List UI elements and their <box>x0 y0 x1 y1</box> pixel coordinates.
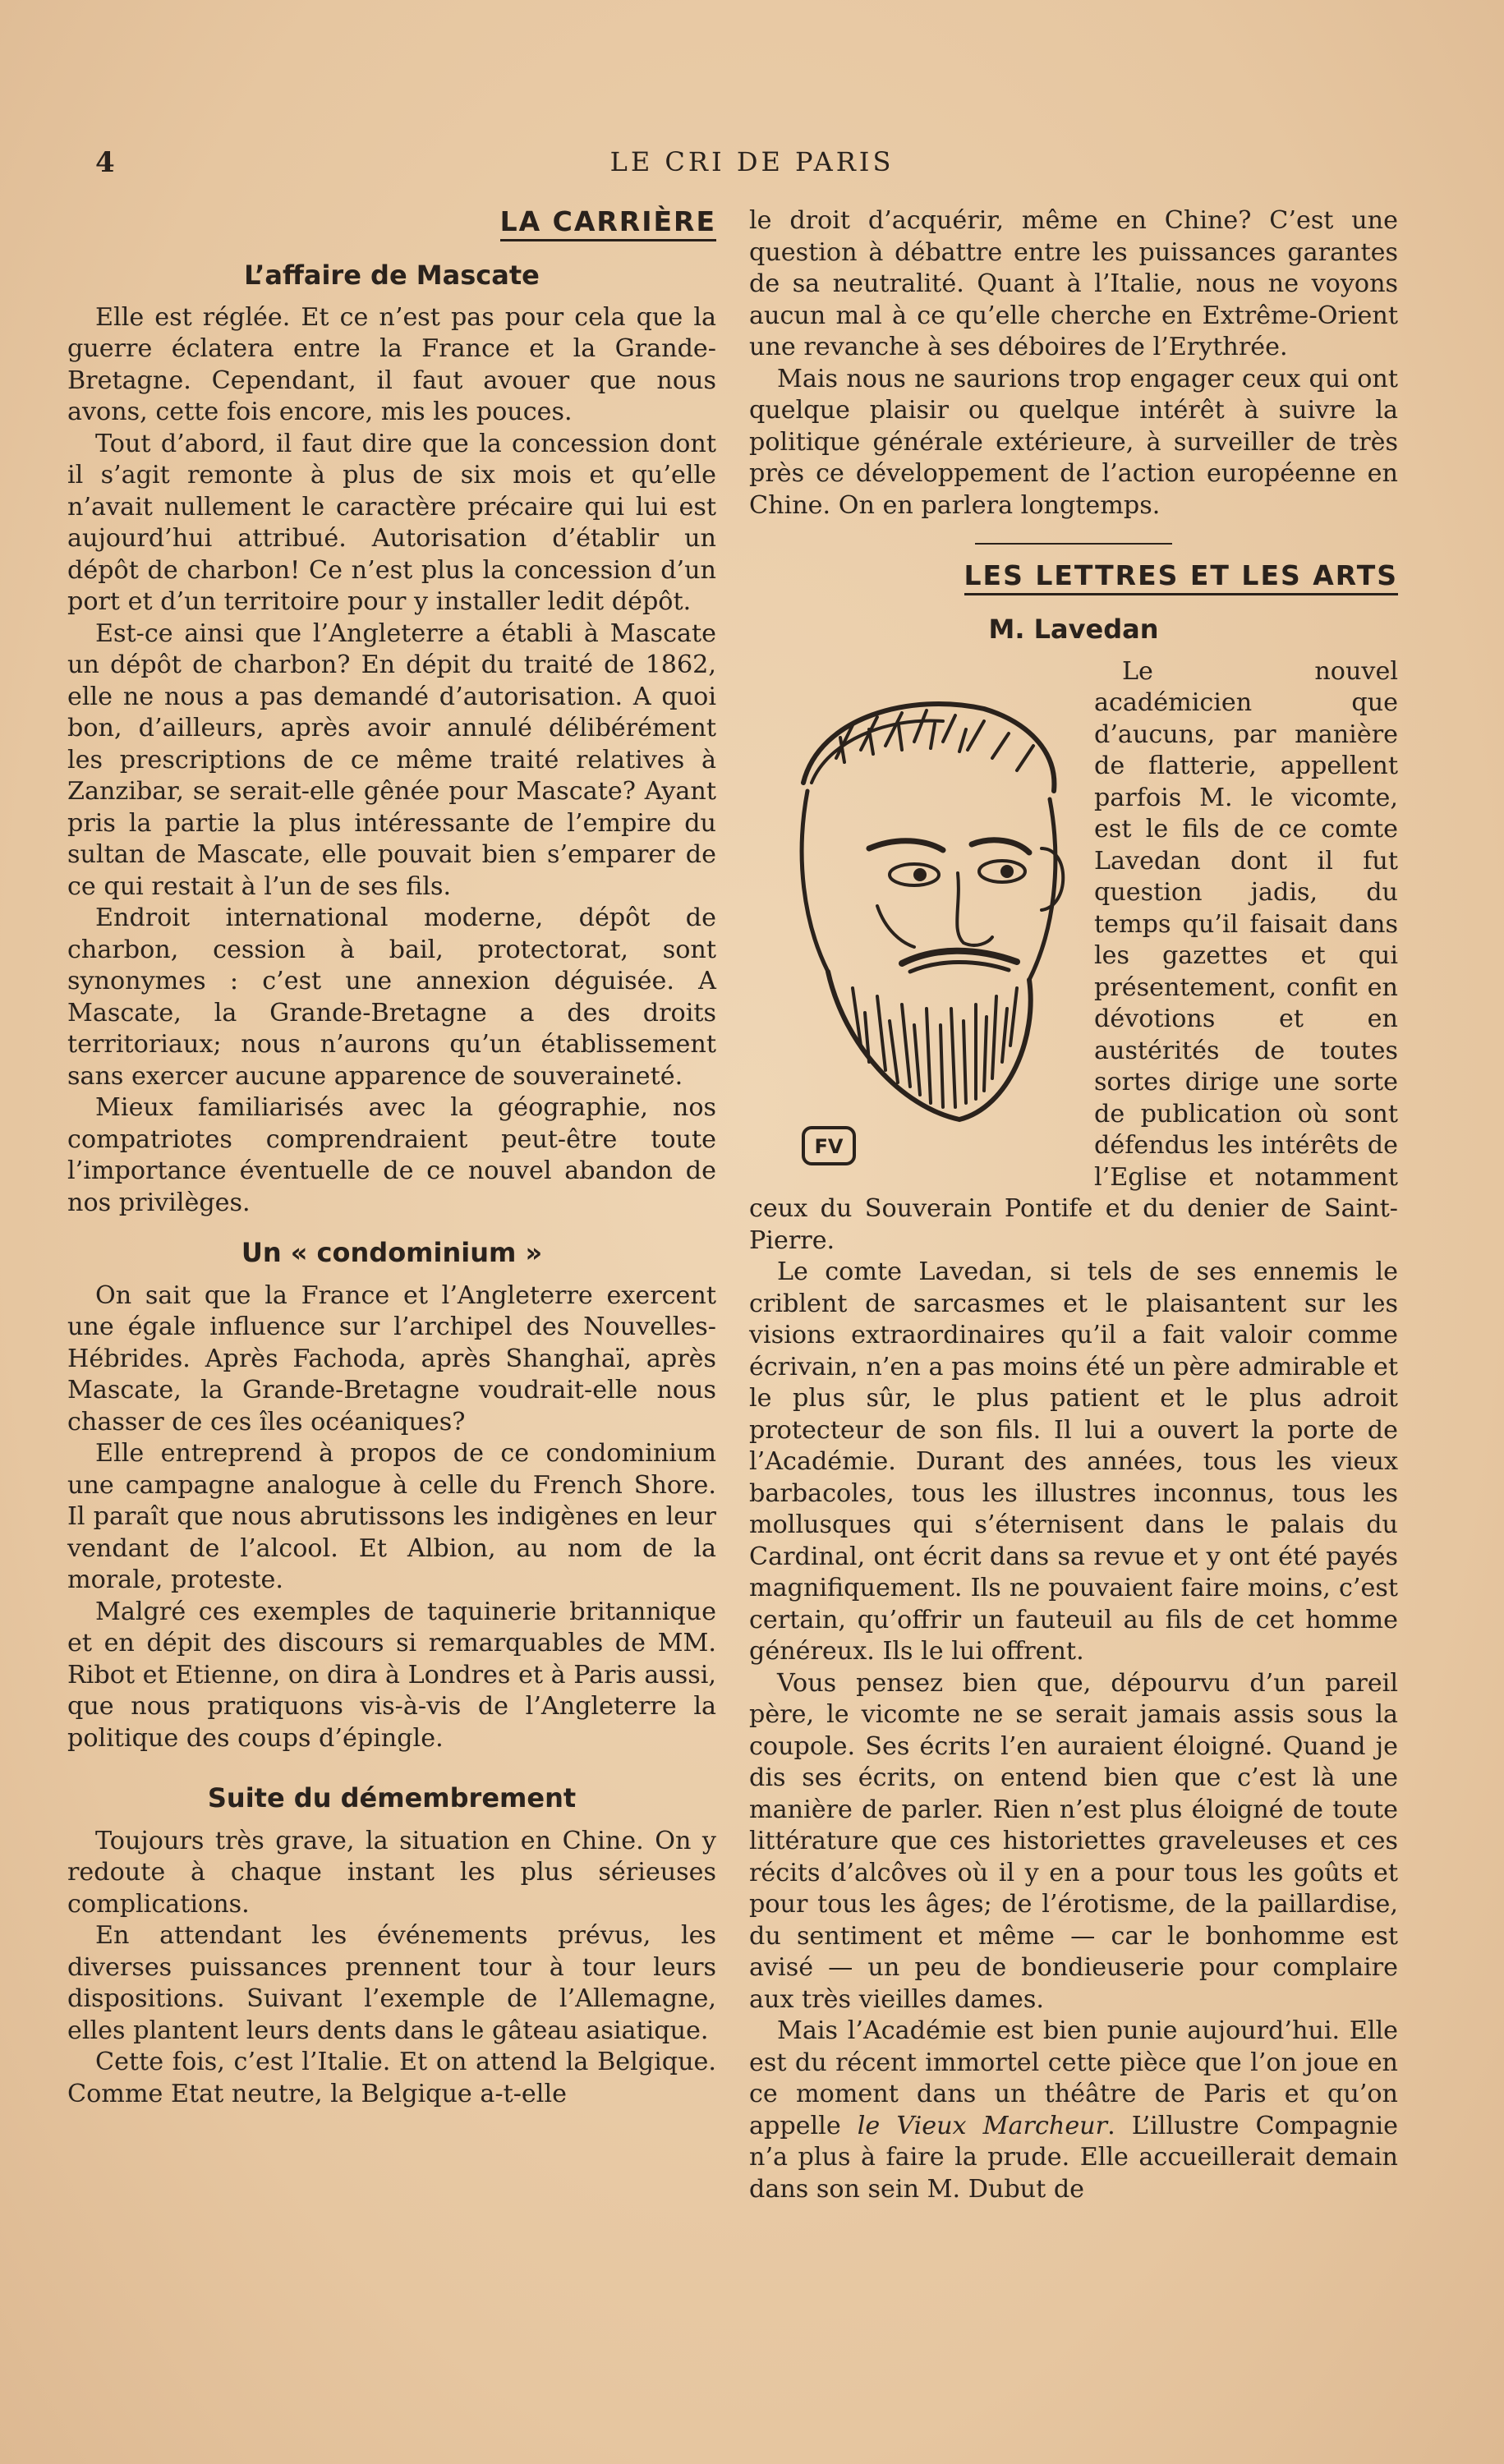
paragraph <box>749 2016 1398 2205</box>
page-number: 4 <box>95 146 115 179</box>
paragraph: Le comte Lavedan, si tels de ses ennemis le criblent de sarcasmes et le plaisantent sur les visions extraordinaires qu’il a fait valoir comme écrivain, n’en a pas moins été un père admirable et le plus sûr, le plus patient et le plus adroit protecteur de son fils. Il lui a ouvert la porte de l’Académie. Durant des années, tous les vieux barbacoles, tous les illustres inconnus, tous les mollusques qui s’éternisent dans le palais du Cardinal, ont écrit dans sa revue et y ont été payés magnifiquement. Ils ne pouvaient faire moins, c’est certain, qu’offrir un fauteuil au fils de cet homme généreux. Ils le lui offrent. <box>749 1257 1398 1666</box>
paragraph: Toujours très grave, la situation en Chine. On y redoute à chaque instant les plus sérieuses complications. <box>67 1826 716 1919</box>
article-title-mascate: L’affaire de Mascate <box>244 259 540 291</box>
text-span: . L’illustre Compagnie n’a plus à faire la prude. Elle accueillerait demain dans son sein M. Dubut de <box>749 2111 1398 2204</box>
section-title-text: LA CARRIÈRE <box>500 205 716 241</box>
section-title-lettres-arts <box>749 559 1398 592</box>
paragraph: Elle entreprend à propos de ce condominium une campagne analogue à celle du French Shore. Il paraît que nous abrutissons les indigènes en leur vendant de l’alcool. Et Albion, au nom de la morale, proteste. <box>67 1439 716 1595</box>
paragraph: Malgré ces exemples de taquinerie britannique et en dépit des discours si remarquables de MM. Ribot et Etienne, on dira à Londres et à Paris aussi, que nous pratiquons vis-à-vis de l’Angleterre la politique des coups d’épingle. <box>67 1597 716 1753</box>
paragraph: Endroit international moderne, dépôt de charbon, cession à bail, protectorat, sont synonymes : c’est une annexion déguisée. A Mascate, la Grande-Bretagne a des droits territoriaux; nous n’aurons qu’un établissement sans exercer aucune apparence de souveraineté. <box>67 903 716 1091</box>
paragraph: le droit d’acquérir, même en Chine? C’est une question à débattre entre les puissances garantes de sa neutralité. Quant à l’Italie, nous ne voyons aucun mal à ce qu’elle cherche en Extrême-Orient une revanche à ses déboires de l’Erythrée. <box>749 206 1398 361</box>
portrait-drawing <box>746 660 1083 1185</box>
portrait-illustration <box>746 660 1083 1185</box>
portrait-monogram: FV <box>814 1134 844 1158</box>
paragraph: On sait que la France et l’Angleterre exercent une égale influence sur l’archipel des Nouvelles-Hébrides. Après Fachoda, après Shanghaï, après Mascate, la Grande-Bretagne voudrait-elle nous chasser de ces îles océaniques? <box>67 1280 716 1437</box>
article-title-lavedan: M. Lavedan <box>988 613 1159 645</box>
paragraph: Elle est réglée. Et ce n’est pas pour cela que la guerre éclatera entre la France et la Grande-Bretagne. Cependant, il faut avouer que nous avons, cette fois encore, mis les pouces. <box>67 302 716 427</box>
article-title-demembrement: Suite du démembrement <box>207 1782 577 1814</box>
paragraph: En attendant les événements prévus, les diverses puissances prennent tour à tour leurs dispositions. Suivant l’exemple de l’Allemagne, elles plantent leurs dents dans le gâteau asiatique. <box>67 1921 716 2045</box>
divider-rule <box>975 543 1172 545</box>
paragraph: Cette fois, c’est l’Italie. Et on attend la Belgique. Comme Etat neutre, la Belgique a-t-elle <box>67 2048 716 2108</box>
paragraph: Mais nous ne saurions trop engager ceux qui ont quelque plaisir ou quelque intérêt à suivre la politique générale extérieure, à surveiller de très près ce développement de l’action européenne en Chine. On en parlera longtemps. <box>749 364 1398 520</box>
play-title: le Vieux Marcheur <box>857 2111 1108 2140</box>
paragraph: Vous pensez bien que, dépourvu d’un pareil père, le vicomte ne se serait jamais assis sous la coupole. Ses écrits l’en auraient éloigné. Quand je dis ses écrits, on entend bien que c’est là une manière de parler. Rien n’est plus éloigné de toute littérature que ces historiettes graveleuses et ces récits d’alcôves où il y en a pour tous les goûts et pour tous les âges; de l’érotisme, de la paillardise, du sentiment et même — car le bonhomme est avisé — un peu de bondieuserie pour complaire aux très vieilles dames. <box>749 1668 1398 2014</box>
section-title-text: LES LETTRES ET LES ARTS <box>964 559 1399 595</box>
left-column <box>67 205 716 2110</box>
running-head: LE CRI DE PARIS <box>609 146 895 177</box>
article-title-condominium: Un « condominium » <box>241 1237 543 1269</box>
right-column <box>749 205 1398 2205</box>
paragraph: Mieux familiarisés avec la géographie, nos compatriotes comprendraient peut-être toute l’importance éventuelle de ce nouvel abandon de nos privilèges. <box>67 1093 716 1217</box>
paragraph: Tout d’abord, il faut dire que la concession dont il s’agit remonte à plus de six mois et qu’elle n’avait nullement le caractère précaire qui lui est aujourd’hui attribué. Autorisation d’établir un dépôt de charbon! Ce n’est plus la concession d’un port et d’un territoire pour y installer ledit dépôt. <box>67 429 716 617</box>
paragraph: Le nouvel académicien que d’aucuns, par manière de flatterie, appellent parfois M. le vicomte, est le fils de ce comte Lavedan dont il fut question jadis, du temps qu’il faisait dans les gazettes et qui présentement, confit en dévotions et en austérités de toutes sortes dirige une sorte de publication où sont défendus les intérêts de l’Eglise et notamment ceux du Souverain Pontife et du denier de Saint-Pierre. <box>749 656 1398 1255</box>
section-title-carriere <box>67 205 716 238</box>
text-span: Mais l’Académie est bien punie aujourd’hui. Elle est du récent immortel cette pièce que l’on joue en ce moment dans un théâtre de Paris et qu’on appelle <box>749 2016 1398 2140</box>
paragraph: Est-ce ainsi que l’Angleterre a établi à Mascate un dépôt de charbon? En dépit du traité de 1862, elle ne nous a pas demandé d’autorisation. A quoi bon, d’ailleurs, après avoir annulé délibérément les prescriptions de ce même traité relatives à Zanzibar, se serait-elle gênée pour Mascate? Ayant pris la partie la plus intéressante de l’empire du sultan de Mascate, elle pouvait bien s’emparer de ce qui restait à l’un de ses fils. <box>67 618 716 901</box>
